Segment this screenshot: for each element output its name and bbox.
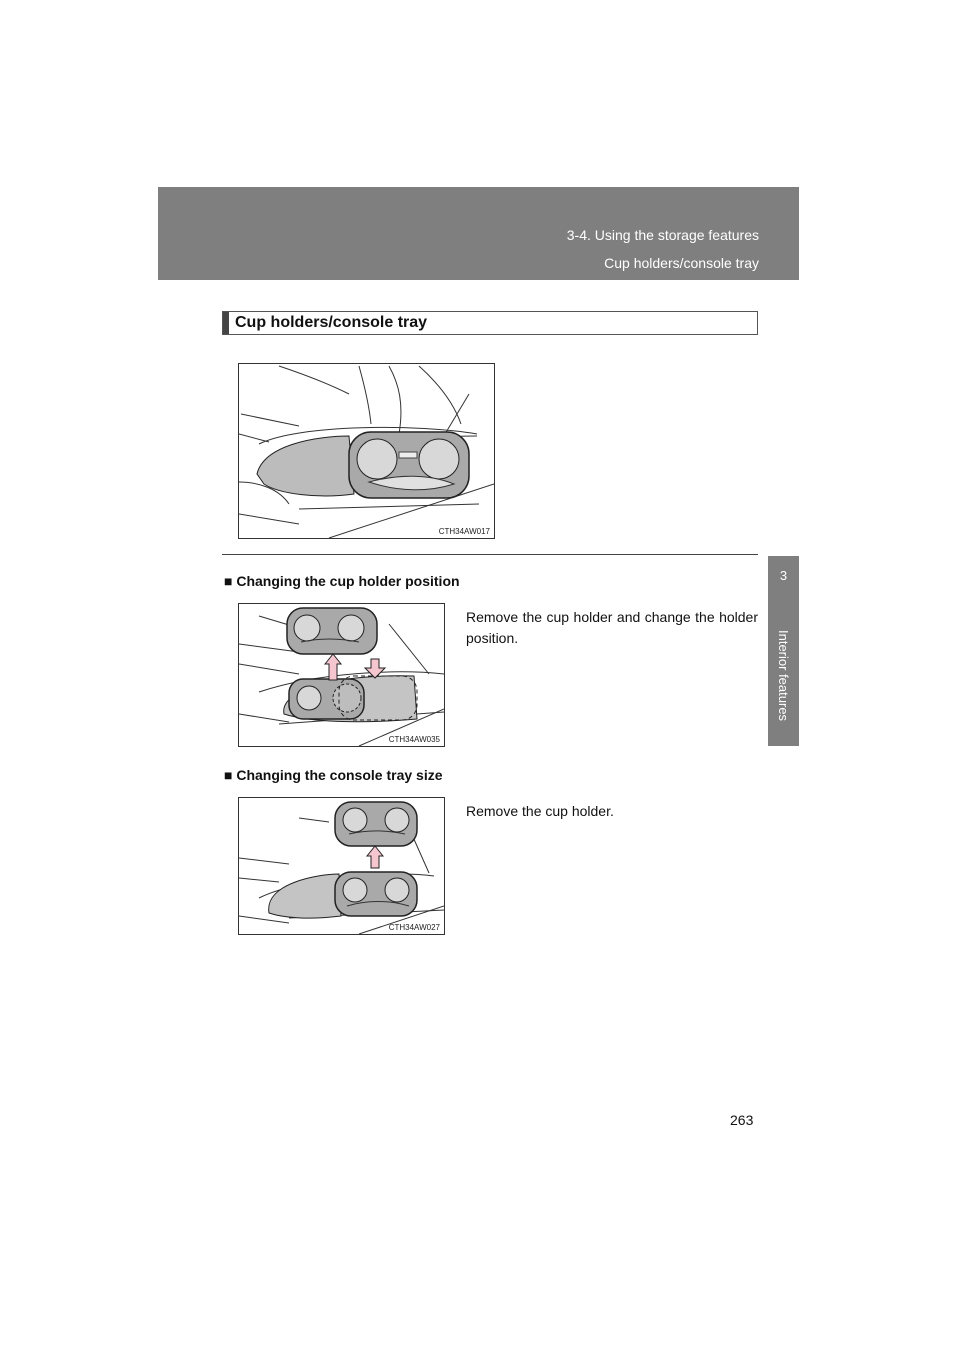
console-tray-illustration (239, 364, 494, 538)
figure-console-tray (238, 363, 495, 539)
section-title-box (222, 311, 758, 335)
figure-cup-holder-position (238, 603, 445, 747)
header-band (158, 187, 799, 280)
figure-code: CTH34AW017 (438, 527, 490, 536)
item-heading-cup-holder-position: ■ Changing the cup holder position (224, 573, 460, 589)
cup-holder-position-illustration (239, 604, 444, 746)
page-number: 263 (730, 1112, 754, 1128)
section-title: Cup holders/console tray (235, 314, 428, 331)
figure-code: CTH34AW035 (388, 735, 440, 744)
figure-console-tray-size (238, 797, 445, 935)
section-divider (222, 554, 758, 555)
section-title-bar (223, 312, 229, 334)
item-text-cup-holder-position: Remove the cup holder and change the holder position. (466, 609, 758, 646)
item-heading-console-tray-size: ■ Changing the console tray size (224, 767, 443, 783)
header-section-title: 3-4. Using the storage features (566, 227, 759, 243)
item-text-console-tray-size: Remove the cup holder. (466, 803, 614, 819)
chapter-label: Interior features (776, 630, 791, 722)
header-subsection-title: Cup holders/console tray (604, 255, 759, 271)
figure-code: CTH34AW027 (388, 923, 440, 932)
console-tray-size-illustration (239, 798, 444, 934)
chapter-number: 3 (779, 568, 788, 583)
